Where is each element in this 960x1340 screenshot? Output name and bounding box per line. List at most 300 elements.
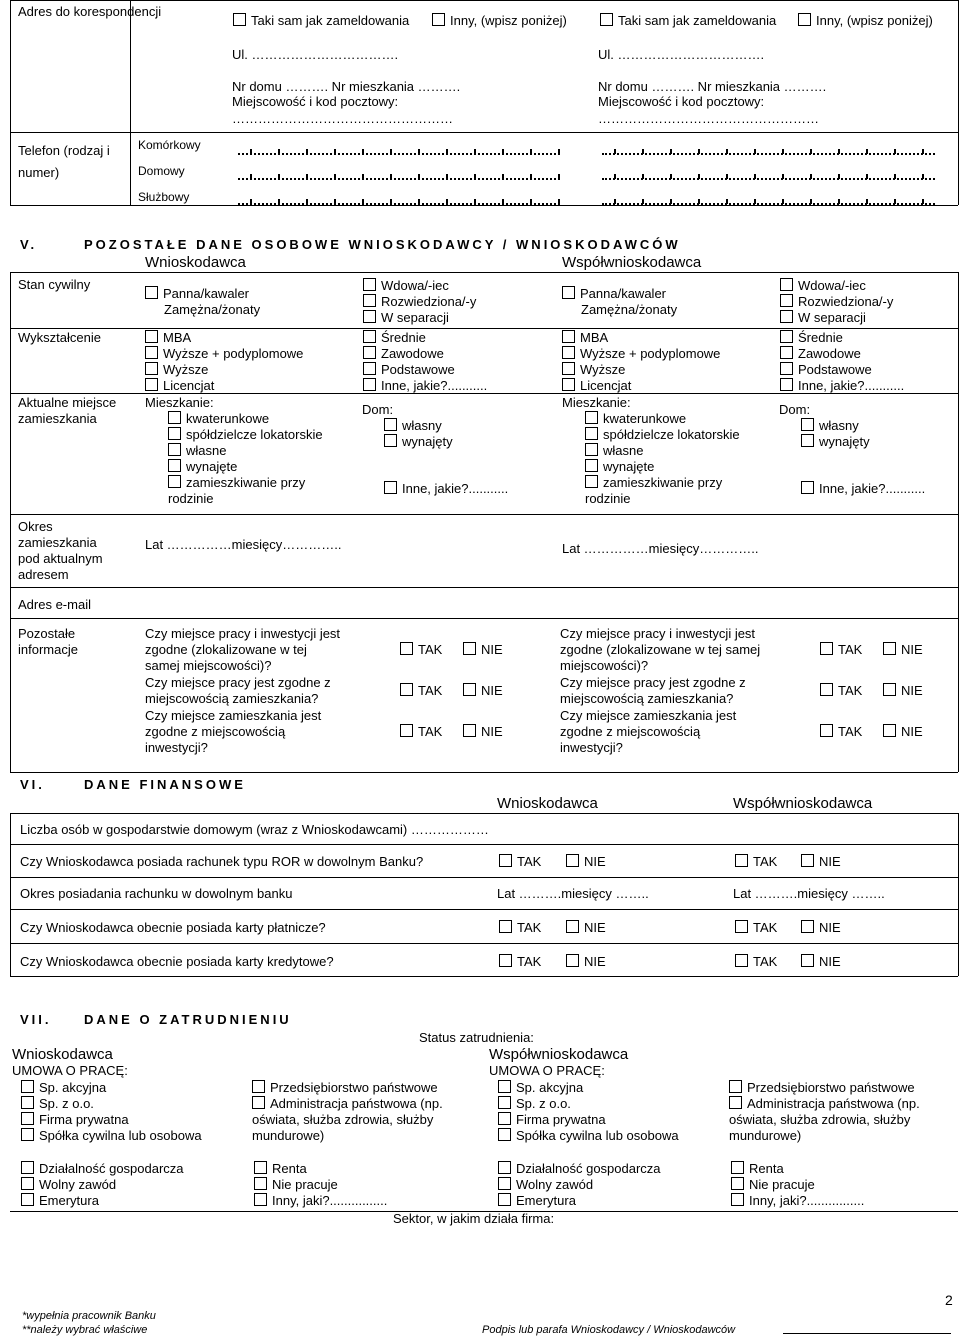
phone-digit-tick [474,174,476,179]
phone-digit-tick [390,174,392,179]
paycard-yes-1[interactable]: TAK [499,920,541,935]
emp-freelance-2[interactable]: Wolny zawód [498,1177,593,1192]
phone-work-label: Służbowy [138,190,190,204]
q2-no-2[interactable]: NIE [883,683,923,698]
phone-digit-tick [446,149,448,154]
checkbox[interactable] [363,310,376,323]
phone-digit-tick [362,174,364,179]
res-owned-1[interactable]: własne [168,443,226,458]
other-address-option-2[interactable]: Inny, (wpisz poniżej) [798,13,933,28]
street-field-2[interactable]: Ul. ……………………………. [598,47,765,62]
phone-digit-tick [614,149,616,154]
checkbox[interactable] [400,724,413,737]
section-vi-number: VI. [20,777,45,792]
emp-public-admin-2[interactable]: Administracja państwowa (np. oświata, służba zdrowia, służby mundurowe) [729,1096,920,1143]
phone-digit-tick [838,174,840,179]
checkbox[interactable] [384,481,397,494]
phone-digit-tick [894,199,896,204]
marital-widowed-1[interactable]: Wdowa/-iec [363,278,449,293]
checkbox[interactable] [735,920,748,933]
edu-vocational-1[interactable]: Zawodowe [363,346,444,361]
ror-no-1[interactable]: NIE [566,854,606,869]
household-size-field[interactable]: Liczba osób w gospodarstwie domowym (wraz z Wnioskodawcami) ……………… [20,822,489,837]
emp-llc-2[interactable]: Sp. z o.o. [498,1096,571,1111]
employment-status-label: Status zatrudnienia: [419,1030,534,1045]
checkbox[interactable] [168,459,181,472]
question-work-investment-2: Czy miejsce pracy i inwestycji jest zgodne (zlokalizowane w tej samej miejscowości)? [560,626,761,673]
phone-digit-tick [558,199,560,204]
q3-no-1[interactable]: NIE [463,724,503,739]
house-owned-2[interactable]: własny [801,418,859,433]
edu-secondary-2[interactable]: Średnie [780,330,843,345]
checkbox[interactable] [168,411,181,424]
phone-digit-tick [726,149,728,154]
edu-higher-postgrad-2[interactable]: Wyższe + podyplomowe [562,346,720,361]
edu-bachelor-2[interactable]: Licencjat [562,378,631,393]
house-other-1[interactable]: Inne, jakie?........... [384,481,534,497]
checkbox[interactable] [499,920,512,933]
city-zip-field-1[interactable]: …………………………………………… [232,111,453,126]
question-residence-investment-2: Czy miejsce zamieszkania jest zgodne z miejscowością inwestycji? [560,708,737,755]
checkbox[interactable] [498,1177,511,1190]
phone-digit-tick [726,174,728,179]
phone-label: Telefon (rodzaj i numer) [18,143,110,180]
phone-digit-tick [698,149,700,154]
q2-yes-2[interactable]: TAK [820,683,862,698]
checkbox[interactable] [801,418,814,431]
residence-period-field-1[interactable]: Lat ……………miesięcy………….. [145,537,342,552]
phone-digit-tick [810,149,812,154]
footnote-choose: **należy wybrać właściwe [22,1324,148,1336]
emp-retired-1[interactable]: Emerytura [21,1193,99,1208]
ror-no-2[interactable]: NIE [801,854,841,869]
city-zip-label-1: Miejscowość i kod pocztowy: [232,94,399,109]
edu-mba-2[interactable]: MBA [562,330,608,345]
q2-no-1[interactable]: NIE [463,683,503,698]
edu-higher-1[interactable]: Wyższe [145,362,208,377]
emp-business-2[interactable]: Działalność gospodarcza [498,1161,661,1176]
marital-widowed-2[interactable]: Wdowa/-iec [780,278,866,293]
checkbox[interactable] [384,434,397,447]
checkbox[interactable] [883,642,896,655]
checkbox[interactable] [21,1080,34,1093]
checkbox[interactable] [780,310,793,323]
checkbox[interactable] [254,1161,267,1174]
checkbox[interactable] [145,378,158,391]
phone-digit-tick [418,199,420,204]
checkbox[interactable] [562,346,575,359]
emp-private-1[interactable]: Firma prywatna [21,1112,129,1127]
checkbox[interactable] [566,920,579,933]
edu-primary-2[interactable]: Podstawowe [780,362,872,377]
checkbox[interactable] [798,13,811,26]
emp-partnership-2[interactable]: Spółka cywilna lub osobowa [498,1128,679,1143]
phone-digit-tick [530,199,532,204]
emp-pension-1[interactable]: Renta [254,1161,307,1176]
same-as-registered-option-2[interactable]: Taki sam jak zameldowania [600,13,776,28]
phone-digit-tick [698,174,700,179]
residence-period-field-2[interactable]: Lat ……………miesięcy………….. [562,541,759,556]
checkbox[interactable] [432,13,445,26]
question-work-residence-2: Czy miejsce pracy jest zgodne z miejscowością zamieszkania? [560,675,746,706]
checkbox[interactable] [498,1128,511,1141]
checkbox[interactable] [780,294,793,307]
other-address-option-1[interactable]: Inny, (wpisz poniżej) [432,13,567,28]
address-label: Adres do korespondencji [18,4,162,19]
section-vii-number: VII. [20,1012,52,1027]
city-zip-label-2: Miejscowość i kod pocztowy: [598,94,765,109]
residence-period-label: Okres zamieszkania pod aktualnym adresem [18,519,103,582]
phone-digit-tick [474,149,476,154]
checkbox[interactable] [801,954,814,967]
house-rented-1[interactable]: wynajęty [384,434,453,449]
checkbox[interactable] [145,286,158,299]
phone-digit-tick [782,174,784,179]
paycard-no-2[interactable]: NIE [801,920,841,935]
checkbox[interactable] [729,1096,742,1109]
phone-home-label: Domowy [138,164,185,178]
checkbox[interactable] [463,683,476,696]
emp-state-enterprise-1[interactable]: Przedsiębiorstwo państwowe [252,1080,438,1095]
creditcard-no-2[interactable]: NIE [801,954,841,969]
phone-digit-tick [362,149,364,154]
emp-partnership-1[interactable]: Spółka cywilna lub osobowa [21,1128,202,1143]
res-rented-1[interactable]: wynajęte [168,459,237,474]
phone-digit-tick [670,174,672,179]
q3-no-2[interactable]: NIE [883,724,923,739]
edu-primary-1[interactable]: Podstawowe [363,362,455,377]
checkbox[interactable] [585,459,598,472]
checkbox[interactable] [21,1177,34,1190]
checkbox[interactable] [585,411,598,424]
residence-label: Aktualne miejsce zamieszkania [18,395,117,426]
emp-retired-2[interactable]: Emerytura [498,1193,576,1208]
checkbox[interactable] [21,1193,34,1206]
marital-separated-2[interactable]: W separacji [780,310,866,325]
phone-digit-tick [782,149,784,154]
phone-digit-tick [250,149,252,154]
credit-card-question: Czy Wnioskodawca obecnie posiada karty kredytowe? [20,954,334,969]
checkbox[interactable] [820,642,833,655]
checkbox[interactable] [780,330,793,343]
emp-state-enterprise-2[interactable]: Przedsiębiorstwo państwowe [729,1080,915,1095]
phone-digit-tick [810,199,812,204]
edu-other-1[interactable]: Inne, jakie?........... [363,378,487,393]
phone-digit-tick [334,174,336,179]
checkbox[interactable] [463,724,476,737]
paycard-yes-2[interactable]: TAK [735,920,777,935]
section-v-heading: POZOSTAŁE DANE OSOBOWE WNIOSKODAWCY / WNIOSKODAWCÓW [84,237,681,252]
checkbox[interactable] [21,1161,34,1174]
res-municipal-2[interactable]: kwaterunkowe [585,411,686,426]
checkbox[interactable] [780,346,793,359]
phone-digit-tick [530,174,532,179]
phone-digit-tick [726,199,728,204]
checkbox[interactable] [363,362,376,375]
emp-freelance-1[interactable]: Wolny zawód [21,1177,116,1192]
other-info-label: Pozostałe informacje [18,626,78,657]
phone-digit-tick [894,149,896,154]
res-cooperative-1[interactable]: spółdzielcze lokatorskie [168,427,323,442]
edu-higher-2[interactable]: Wyższe [562,362,625,377]
marital-status-label: Stan cywilny [18,277,91,292]
checkbox[interactable] [562,362,575,375]
edu-other-2[interactable]: Inne, jakie?........... [780,378,904,393]
phone-digit-tick [670,199,672,204]
checkbox[interactable] [400,642,413,655]
ror-yes-2[interactable]: TAK [735,854,777,869]
checkbox[interactable] [400,683,413,696]
phone-digit-baseline [238,178,560,180]
checkbox[interactable] [780,362,793,375]
q1-no-2[interactable]: NIE [883,642,923,657]
checkbox[interactable] [252,1096,265,1109]
emp-unemployed-1[interactable]: Nie pracuje [254,1177,338,1192]
section-vi-heading: DANE FINANSOWE [84,777,246,792]
phone-digit-tick [614,174,616,179]
checkbox[interactable] [254,1193,267,1206]
checkbox[interactable] [735,854,748,867]
phone-digit-tick [922,149,924,154]
checkbox[interactable] [801,920,814,933]
house-rented-2[interactable]: wynajęty [801,434,870,449]
checkbox[interactable] [883,724,896,737]
emp-other-2[interactable]: Inny, jaki?................ [731,1193,864,1208]
same-as-registered-option-1[interactable]: Taki sam jak zameldowania [233,13,409,28]
res-owned-2[interactable]: własne [585,443,643,458]
house-owned-1[interactable]: własny [384,418,442,433]
phone-digit-tick [866,174,868,179]
marital-separated-1[interactable]: W separacji [363,310,449,325]
res-family-1[interactable]: zamieszkiwanie przy rodzinie [168,475,306,506]
phone-digit-tick [502,174,504,179]
education-label: Wykształcenie [18,330,101,345]
house-title-2: Dom: [779,402,811,417]
checkbox[interactable] [562,378,575,391]
marital-divorced-2[interactable]: Rozwiedziona/-y [780,294,893,309]
house-number-field-1[interactable]: Nr domu ………. Nr mieszkania ………. [232,79,461,94]
edu-secondary-1[interactable]: Średnie [363,330,426,345]
phone-digit-tick [390,149,392,154]
checkbox[interactable] [780,278,793,291]
creditcard-yes-1[interactable]: TAK [499,954,541,969]
checkbox[interactable] [363,294,376,307]
checkbox[interactable] [731,1193,744,1206]
checkbox[interactable] [21,1096,34,1109]
checkbox[interactable] [168,475,181,488]
phone-digit-tick [642,149,644,154]
phone-digit-tick [642,199,644,204]
emp-llc-1[interactable]: Sp. z o.o. [21,1096,94,1111]
checkbox[interactable] [585,427,598,440]
checkbox[interactable] [731,1177,744,1190]
checkbox[interactable] [566,854,579,867]
res-rented-2[interactable]: wynajęte [585,459,654,474]
section-vii-heading: DANE O ZATRUDNIENIU [84,1012,292,1027]
marital-single-2[interactable]: Panna/kawaler [562,286,666,301]
contract-label-1: UMOWA O PRACĘ: [12,1063,128,1078]
question-work-investment-1: Czy miejsce pracy i inwestycji jest zgodne (zlokalizowane w tej samej miejscowości)? [145,626,341,673]
q1-yes-1[interactable]: TAK [400,642,442,657]
fin-coapplicant-header: Współwnioskodawca [733,795,873,812]
edu-vocational-2[interactable]: Zawodowe [780,346,861,361]
checkbox[interactable] [562,286,575,299]
signature-line[interactable] [783,1333,951,1334]
res-family-2[interactable]: zamieszkiwanie przy rodzinie [585,475,723,506]
phone-digit-tick [306,174,308,179]
checkbox[interactable] [254,1177,267,1190]
q1-no-1[interactable]: NIE [463,642,503,657]
emp-unemployed-2[interactable]: Nie pracuje [731,1177,815,1192]
phone-digit-tick [698,199,700,204]
checkbox[interactable] [883,683,896,696]
checkbox[interactable] [145,362,158,375]
q2-yes-1[interactable]: TAK [400,683,442,698]
marital-divorced-1[interactable]: Rozwiedziona/-y [363,294,476,309]
emp-pension-2[interactable]: Renta [731,1161,784,1176]
checkbox[interactable] [21,1112,34,1125]
house-number-field-2[interactable]: Nr domu ………. Nr mieszkania ………. [598,79,827,94]
phone-digit-baseline [238,203,560,205]
house-other-2[interactable]: Inne, jakie?........... [801,481,951,497]
fin-applicant-header: Wnioskodawca [497,795,598,812]
emp-sa-1[interactable]: Sp. akcyjna [21,1080,106,1095]
section-v-number: V. [20,237,38,252]
payment-card-question: Czy Wnioskodawca obecnie posiada karty płatnicze? [20,920,326,935]
checkbox[interactable] [729,1080,742,1093]
checkbox[interactable] [499,954,512,967]
checkbox[interactable] [384,418,397,431]
checkbox[interactable] [363,346,376,359]
phone-digit-tick [418,174,420,179]
checkbox[interactable] [145,346,158,359]
checkbox[interactable] [585,443,598,456]
phone-digit-tick [558,149,560,154]
house-title-1: Dom: [362,402,394,417]
checkbox[interactable] [463,642,476,655]
checkbox[interactable] [820,724,833,737]
checkbox[interactable] [780,378,793,391]
phone-digit-tick [838,149,840,154]
checkbox[interactable] [363,278,376,291]
emp-sa-2[interactable]: Sp. akcyjna [498,1080,583,1095]
marital-married-label-2: Zamężna/żonaty [581,302,678,317]
city-zip-field-2[interactable]: …………………………………………… [598,111,819,126]
checkbox[interactable] [498,1112,511,1125]
marital-single-1[interactable]: Panna/kawaler [145,286,249,301]
phone-digit-baseline [238,153,560,155]
industry-sector-label: Sektor, w jakim działa firma: [393,1211,555,1226]
contract-label-2: UMOWA O PRACĘ: [489,1063,605,1078]
emp-private-2[interactable]: Firma prywatna [498,1112,606,1127]
ror-question: Czy Wnioskodawca posiada rachunek typu ROR w dowolnym Banku? [20,854,424,869]
checkbox[interactable] [600,13,613,26]
phone-digit-tick [754,199,756,204]
phone-digit-tick [642,174,644,179]
checkbox[interactable] [499,854,512,867]
res-cooperative-2[interactable]: spółdzielcze lokatorskie [585,427,740,442]
phone-digit-tick [866,199,868,204]
phone-digit-tick [278,199,280,204]
checkbox[interactable] [363,330,376,343]
checkbox[interactable] [731,1161,744,1174]
edu-bachelor-1[interactable]: Licencjat [145,378,214,393]
emp-other-1[interactable]: Inny, jaki?................ [254,1193,387,1208]
phone-digit-tick [866,149,868,154]
q3-yes-2[interactable]: TAK [820,724,862,739]
checkbox[interactable] [801,481,814,494]
phone-digit-tick [278,149,280,154]
checkbox[interactable] [498,1193,511,1206]
checkbox[interactable] [363,378,376,391]
question-work-residence-1: Czy miejsce pracy jest zgodne z miejscowością zamieszkania? [145,675,331,706]
phone-digit-tick [754,174,756,179]
checkbox[interactable] [562,330,575,343]
phone-digit-tick [614,199,616,204]
apartment-title-2: Mieszkanie: [562,395,631,410]
checkbox[interactable] [168,443,181,456]
phone-digit-tick [530,149,532,154]
checkbox[interactable] [233,13,246,26]
res-municipal-1[interactable]: kwaterunkowe [168,411,269,426]
checkbox[interactable] [21,1128,34,1141]
checkbox[interactable] [498,1161,511,1174]
account-period-field-2[interactable]: Lat ……….miesięcy …….. [733,886,885,901]
creditcard-yes-2[interactable]: TAK [735,954,777,969]
q3-yes-1[interactable]: TAK [400,724,442,739]
checkbox[interactable] [498,1080,511,1093]
paycard-no-1[interactable]: NIE [566,920,606,935]
page-number: 2 [945,1292,953,1308]
creditcard-no-1[interactable]: NIE [566,954,606,969]
phone-digit-tick [390,199,392,204]
phone-digit-tick [250,174,252,179]
phone-digit-tick [838,199,840,204]
phone-digit-baseline [602,203,935,205]
phone-digit-tick [558,174,560,179]
checkbox[interactable] [252,1080,265,1093]
emp-public-admin-1[interactable]: Administracja państwowa (np. oświata, służba zdrowia, służby mundurowe) [252,1096,443,1143]
checkbox[interactable] [168,427,181,440]
q1-yes-2[interactable]: TAK [820,642,862,657]
phone-digit-tick [670,149,672,154]
phone-digit-tick [306,199,308,204]
checkbox[interactable] [735,954,748,967]
phone-digit-baseline [602,153,935,155]
checkbox[interactable] [498,1096,511,1109]
checkbox[interactable] [801,434,814,447]
checkbox[interactable] [566,954,579,967]
phone-digit-tick [334,199,336,204]
checkbox[interactable] [801,854,814,867]
emp-coapplicant-header: Współwnioskodawca [489,1046,629,1063]
account-period-field-1[interactable]: Lat ……….miesięcy …….. [497,886,649,901]
checkbox[interactable] [820,683,833,696]
edu-mba-1[interactable]: MBA [145,330,191,345]
checkbox[interactable] [585,475,598,488]
applicant-header: Wnioskodawca [145,254,246,271]
coapplicant-header: Współwnioskodawca [562,254,702,271]
emp-business-1[interactable]: Działalność gospodarcza [21,1161,184,1176]
phone-digit-tick [502,149,504,154]
account-period-label: Okres posiadania rachunku w dowolnym banku [20,886,293,901]
phone-digit-tick [782,199,784,204]
edu-higher-postgrad-1[interactable]: Wyższe + podyplomowe [145,346,303,361]
phone-digit-tick [894,174,896,179]
ror-yes-1[interactable]: TAK [499,854,541,869]
street-field-1[interactable]: Ul. ……………………………. [232,47,399,62]
checkbox[interactable] [145,330,158,343]
